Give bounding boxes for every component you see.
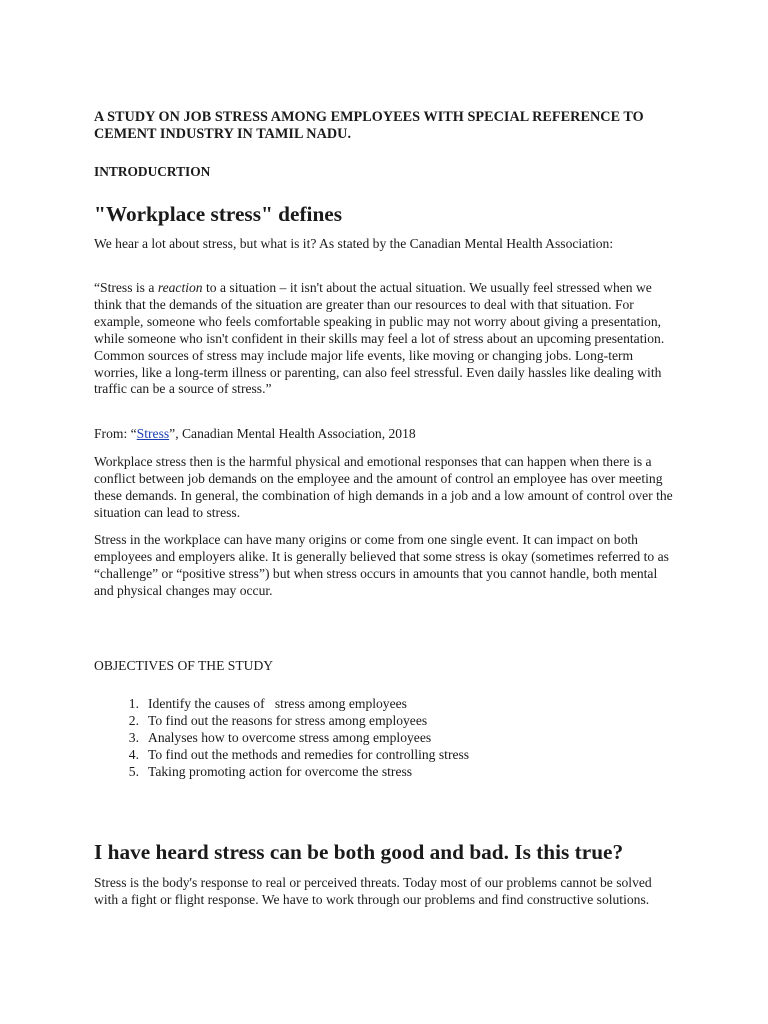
section-heading-good-and-bad: I have heard stress can be both good and bad. Is this true? (94, 840, 624, 864)
list-text: To find out the reasons for stress among employees (148, 713, 428, 728)
list-number: 2. (128, 713, 139, 728)
citation-suffix: ”, Canadian Mental Health Association, 2018 (169, 426, 416, 441)
list-text: Identify the causes of stress among employees (148, 696, 407, 711)
stress-link[interactable]: Stress (136, 426, 170, 441)
list-number: 5. (128, 764, 139, 779)
citation-paragraph (94, 426, 674, 443)
citation-prefix: From: “ (94, 426, 137, 441)
intro-heading: INTRODUCRTION (94, 164, 211, 179)
quote-rest: to a situation – it isn't about the actual situation. We usually feel stressed when we think that the demands of the situation are greater than our resources to deal with that situation. For example, someone who feels comfortable speaking in public may not worry about giving a presentation, while someone who isn't confident in their skills may feel a lot of stress about an upcoming presentation. Common sources of stress may include major life events, like moving or changing jobs. Long-term worries, like a long-term illness or parenting, can also feel stressful. Even daily hassles like dealing with traffic can be a source of stress.” (94, 280, 665, 397)
list-text: Taking promoting action for overcome the stress (148, 764, 413, 779)
list-item (94, 712, 469, 729)
list-number: 1. (128, 696, 139, 711)
objectives-heading: OBJECTIVES OF THE STUDY (94, 658, 274, 673)
document-title: A STUDY ON JOB STRESS AMONG EMPLOYEES WITH SPECIAL REFERENCE TO CEMENT INDUSTRY IN TAMIL NADU. (94, 109, 644, 142)
list-text: To find out the methods and remedies for controlling stress (148, 747, 470, 762)
stress-origins-paragraph: Stress in the workplace can have many origins or come from one single event. It can impact on both employees and employers alike. It is generally believed that some stress is okay (sometimes referred to as “challenge” or “positive stress”) but when stress occurs in amounts that you cannot handle, both mental and physical changes may occur. (94, 532, 669, 598)
quote-italic-word: reaction (157, 280, 203, 295)
list-item (94, 763, 469, 780)
section-heading-workplace-stress: "Workplace stress" defines (94, 202, 343, 226)
workplace-stress-paragraph: Workplace stress then is the harmful physical and emotional responses that can happen when there is a conflict between job demands on the employee and the amount of control an employee has over meeting these demands. In general, the combination of high demands in a job and a low amount of control over the situation can lead to stress. (94, 454, 673, 520)
quote-start: “Stress is a (94, 280, 158, 295)
list-number: 3. (128, 730, 139, 745)
list-text: Analyses how to overcome stress among employees (148, 730, 432, 745)
list-item (94, 746, 469, 763)
list-item (94, 729, 469, 746)
list-item (94, 695, 469, 712)
intro-paragraph: We hear a lot about stress, but what is it? As stated by the Canadian Mental Health Association: (94, 236, 614, 251)
objectives-list (94, 695, 469, 780)
list-number: 4. (128, 747, 139, 762)
body-response-paragraph: Stress is the body's response to real or perceived threats. Today most of our problems cannot be solved with a fight or flight response. We have to work through our problems and find constructive solutions. (94, 875, 652, 907)
quote-paragraph (94, 280, 674, 398)
